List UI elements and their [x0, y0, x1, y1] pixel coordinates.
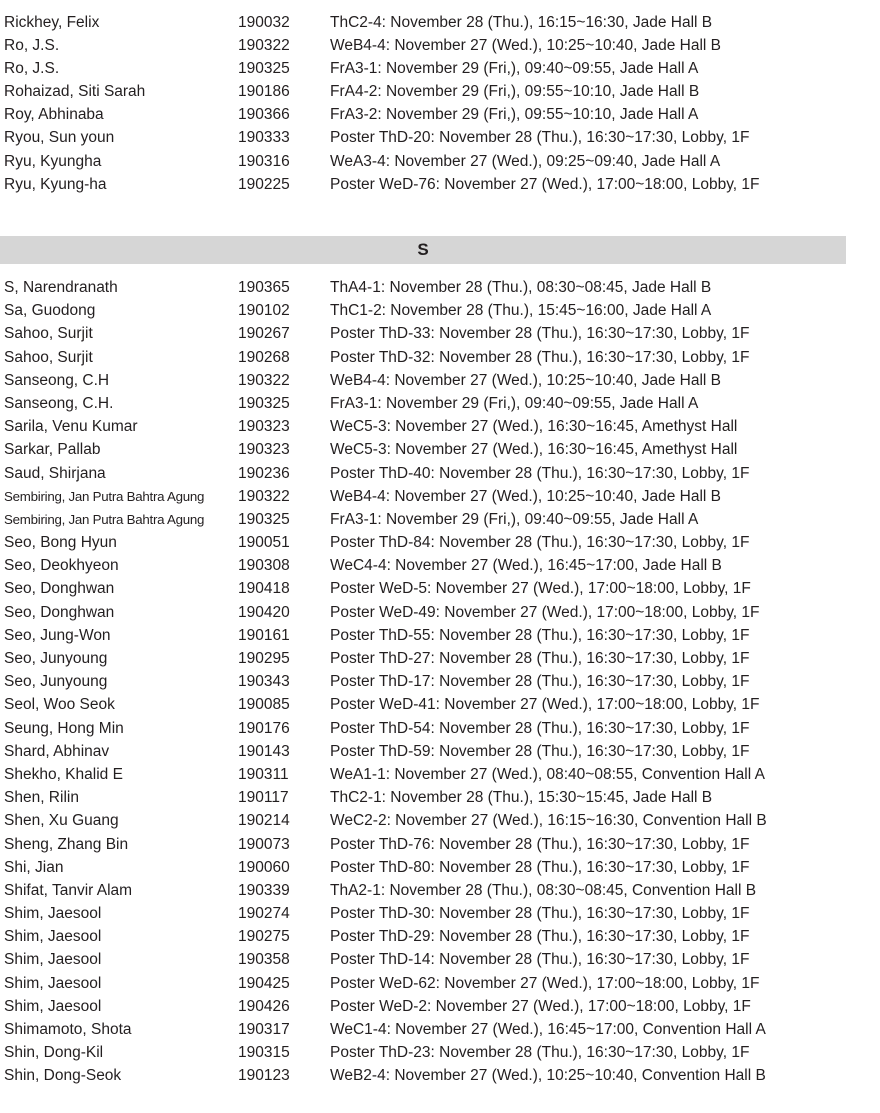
author-name: Seo, Donghwan: [4, 603, 115, 621]
author-name: Rohaizad, Siti Sarah: [4, 83, 146, 101]
author-row: [0, 763, 880, 786]
session-info: Poster ThD-55: November 28 (Thu.), 16:30~17:30, Lobby, 1F: [330, 626, 750, 644]
author-name: Seol, Woo Seok: [4, 696, 115, 714]
session-info: WeB4-4: November 27 (Wed.), 10:25~10:40, Jade Hall B: [330, 487, 722, 505]
author-row: [0, 879, 880, 902]
session-info: Poster ThD-30: November 28 (Thu.), 16:30~17:30, Lobby, 1F: [330, 905, 750, 923]
author-row: [0, 1018, 880, 1041]
paper-id: 190343: [238, 673, 290, 691]
session-info: Poster ThD-40: November 28 (Thu.), 16:30~17:30, Lobby, 1F: [330, 464, 750, 482]
paper-id: 190267: [238, 325, 290, 343]
author-name: Rickhey, Felix: [4, 13, 100, 31]
author-name: S, Narendranath: [4, 279, 118, 296]
author-name: Seo, Jung-Won: [4, 626, 111, 644]
session-info: ThA2-1: November 28 (Thu.), 08:30~08:45, Convention Hall B: [330, 881, 757, 899]
author-row: [0, 925, 880, 948]
author-row: [0, 740, 880, 763]
author-row: [0, 415, 880, 438]
author-name: Saud, Shirjana: [4, 464, 106, 482]
session-info: WeB4-4: November 27 (Wed.), 10:25~10:40, Jade Hall B: [330, 36, 722, 54]
session-info: FrA3-2: November 29 (Fri,), 09:55~10:10, Jade Hall A: [330, 106, 699, 124]
paper-id: 190308: [238, 557, 290, 575]
author-name: Shen, Xu Guang: [4, 812, 119, 830]
paper-id: 190425: [238, 974, 290, 992]
author-row: [0, 995, 880, 1018]
paper-id: 190426: [238, 997, 290, 1015]
author-row: [0, 346, 880, 369]
session-info: WeA3-4: November 27 (Wed.), 09:25~09:40, Jade Hall A: [330, 152, 721, 170]
session-info: WeC5-3: November 27 (Wed.), 16:30~16:45, Amethyst Hall: [330, 441, 738, 459]
section-header-s: [0, 236, 846, 264]
paper-id: 190161: [238, 626, 290, 644]
author-row: [0, 126, 880, 149]
author-name: Seo, Junyoung: [4, 673, 108, 691]
session-info: Poster ThD-20: November 28 (Thu.), 16:30~17:30, Lobby, 1F: [330, 129, 750, 147]
paper-id: 190311: [238, 765, 289, 783]
session-info: Poster WeD-62: November 27 (Wed.), 17:00~18:00, Lobby, 1F: [330, 974, 760, 992]
author-row: [0, 601, 880, 624]
author-row: [0, 809, 880, 832]
session-info: ThC1-2: November 28 (Thu.), 15:45~16:00, Jade Hall A: [330, 302, 712, 320]
session-info: Poster ThD-33: November 28 (Thu.), 16:30~17:30, Lobby, 1F: [330, 325, 750, 343]
paper-id: 190322: [238, 487, 290, 505]
paper-id: 190418: [238, 580, 290, 598]
paper-id: 190325: [238, 394, 290, 412]
session-info: WeC2-2: November 27 (Wed.), 16:15~16:30, Convention Hall B: [330, 812, 767, 830]
paper-id: 190315: [238, 1044, 290, 1062]
author-name: Sarila, Venu Kumar: [4, 418, 138, 436]
author-name: Sembiring, Jan Putra Bahtra Agung: [4, 511, 205, 527]
author-row: [0, 786, 880, 809]
paper-id: 190274: [238, 905, 290, 923]
session-info: ThA4-1: November 28 (Thu.), 08:30~08:45, Jade Hall B: [330, 279, 712, 296]
author-name: Shim, Jaesool: [4, 997, 102, 1015]
author-row: [0, 276, 880, 299]
author-name: Shim, Jaesool: [4, 951, 102, 969]
paper-id: 190176: [238, 719, 290, 737]
paper-id: 190102: [238, 302, 290, 320]
paper-id: 190275: [238, 928, 290, 946]
author-name: Shim, Jaesool: [4, 974, 102, 992]
session-info: FrA4-2: November 29 (Fri,), 09:55~10:10, Jade Hall B: [330, 83, 700, 101]
paper-id: 190358: [238, 951, 290, 969]
session-info: Poster ThD-29: November 28 (Thu.), 16:30~17:30, Lobby, 1F: [330, 928, 750, 946]
author-name: Shard, Abhinav: [4, 742, 110, 760]
session-info: FrA3-1: November 29 (Fri,), 09:40~09:55, Jade Hall A: [330, 59, 699, 77]
author-name: Seo, Deokhyeon: [4, 557, 119, 575]
session-info: Poster WeD-49: November 27 (Wed.), 17:00~18:00, Lobby, 1F: [330, 603, 760, 621]
session-info: Poster ThD-59: November 28 (Thu.), 16:30~17:30, Lobby, 1F: [330, 742, 750, 760]
author-row: [0, 322, 880, 345]
author-row: [0, 902, 880, 925]
paper-id: 190051: [238, 534, 290, 552]
session-info: ThC2-1: November 28 (Thu.), 15:30~15:45, Jade Hall B: [330, 789, 713, 807]
session-info: Poster ThD-27: November 28 (Thu.), 16:30~17:30, Lobby, 1F: [330, 650, 750, 667]
author-row: [0, 670, 880, 693]
paper-id: 190316: [238, 152, 290, 170]
author-name: Sanseong, C.H: [4, 371, 110, 389]
author-name: Roy, Abhinaba: [4, 106, 104, 124]
session-info: Poster ThD-32: November 28 (Thu.), 16:30~17:30, Lobby, 1F: [330, 348, 750, 366]
paper-id: 190214: [238, 812, 290, 830]
author-row: [0, 531, 880, 554]
author-row: [0, 438, 880, 461]
author-row: [0, 80, 880, 103]
paper-id: 190420: [238, 603, 290, 621]
author-row: [0, 485, 880, 508]
author-row: [0, 11, 880, 34]
paper-id: 190323: [238, 441, 290, 459]
author-row: [0, 554, 880, 577]
author-row: [0, 856, 880, 879]
author-name: Shekho, Khalid E: [4, 765, 123, 783]
session-info: FrA3-1: November 29 (Fri,), 09:40~09:55, Jade Hall A: [330, 510, 699, 528]
author-row: [0, 299, 880, 322]
paper-id: 190060: [238, 858, 290, 876]
author-row: [0, 392, 880, 415]
paper-id: 190236: [238, 464, 290, 482]
author-name: Sahoo, Surjit: [4, 325, 93, 343]
author-name: Shim, Jaesool: [4, 928, 102, 946]
session-info: WeB2-4: November 27 (Wed.), 10:25~10:40, Convention Hall B: [330, 1067, 766, 1085]
session-info: WeC4-4: November 27 (Wed.), 16:45~17:00, Jade Hall B: [330, 557, 722, 575]
author-name: Sheng, Zhang Bin: [4, 835, 129, 853]
session-info: FrA3-1: November 29 (Fri,), 09:40~09:55, Jade Hall A: [330, 394, 699, 412]
paper-id: 190225: [238, 175, 290, 193]
author-name: Seo, Donghwan: [4, 580, 115, 598]
session-info: Poster ThD-80: November 28 (Thu.), 16:30~17:30, Lobby, 1F: [330, 858, 750, 876]
author-name: Shifat, Tanvir Alam: [4, 881, 133, 899]
paper-id: 190073: [238, 835, 290, 853]
author-row: [0, 508, 880, 531]
session-info: Poster ThD-76: November 28 (Thu.), 16:30~17:30, Lobby, 1F: [330, 835, 750, 853]
author-name: Shim, Jaesool: [4, 905, 102, 923]
author-name: Sa, Guodong: [4, 302, 96, 320]
section-letter: S: [417, 240, 429, 259]
session-info: Poster ThD-17: November 28 (Thu.), 16:30~17:30, Lobby, 1F: [330, 673, 750, 691]
paper-id: 190143: [238, 742, 290, 760]
author-row: [0, 972, 880, 995]
paper-id: 190123: [238, 1067, 290, 1085]
paper-id: 190268: [238, 348, 290, 366]
paper-id: 190317: [238, 1021, 290, 1038]
author-row: [0, 34, 880, 57]
session-info: Poster WeD-41: November 27 (Wed.), 17:00~18:00, Lobby, 1F: [330, 696, 760, 714]
paper-id: 190365: [238, 279, 290, 296]
paper-id: 190322: [238, 371, 290, 389]
paper-id: 190322: [238, 36, 290, 54]
session-info: WeC5-3: November 27 (Wed.), 16:30~16:45, Amethyst Hall: [330, 418, 738, 436]
author-name: Sembiring, Jan Putra Bahtra Agung: [4, 488, 205, 504]
author-row: [0, 1041, 880, 1064]
session-info: WeA1-1: November 27 (Wed.), 08:40~08:55, Convention Hall A: [330, 765, 765, 783]
author-row: [0, 833, 880, 856]
paper-id: 190366: [238, 106, 290, 124]
author-row: [0, 693, 880, 716]
author-row: [0, 462, 880, 485]
author-name: Ryu, Kyungha: [4, 152, 102, 170]
session-info: Poster ThD-23: November 28 (Thu.), 16:30~17:30, Lobby, 1F: [330, 1044, 750, 1062]
session-info: Poster ThD-14: November 28 (Thu.), 16:30~17:30, Lobby, 1F: [330, 951, 750, 969]
session-info: WeC1-4: November 27 (Wed.), 16:45~17:00, Convention Hall A: [330, 1021, 766, 1038]
session-info: WeB4-4: November 27 (Wed.), 10:25~10:40, Jade Hall B: [330, 371, 722, 389]
author-name: Shen, Rilin: [4, 789, 79, 807]
paper-id: 190339: [238, 881, 290, 899]
session-info: Poster WeD-2: November 27 (Wed.), 17:00~18:00, Lobby, 1F: [330, 997, 751, 1015]
author-name: Ryu, Kyung-ha: [4, 175, 107, 193]
paper-id: 190295: [238, 650, 290, 667]
paper-id: 190085: [238, 696, 290, 714]
paper-id: 190333: [238, 129, 290, 147]
author-row: [0, 624, 880, 647]
author-name: Shimamoto, Shota: [4, 1021, 132, 1038]
author-row: [0, 369, 880, 392]
author-name: Sanseong, C.H.: [4, 394, 114, 412]
author-list-r: [0, 11, 880, 197]
author-row: [0, 103, 880, 126]
paper-id: 190323: [238, 418, 290, 436]
author-name: Seo, Junyoung: [4, 650, 108, 667]
session-info: Poster ThD-54: November 28 (Thu.), 16:30~17:30, Lobby, 1F: [330, 719, 750, 737]
session-info: ThC2-4: November 28 (Thu.), 16:15~16:30, Jade Hall B: [330, 13, 713, 31]
author-name: Ryou, Sun youn: [4, 129, 115, 147]
author-row: [0, 948, 880, 971]
author-name: Shin, Dong-Seok: [4, 1067, 122, 1085]
author-name: Seo, Bong Hyun: [4, 534, 117, 552]
author-name: Sarkar, Pallab: [4, 441, 101, 459]
author-row: [0, 57, 880, 80]
paper-id: 190117: [238, 789, 289, 807]
session-info: Poster ThD-84: November 28 (Thu.), 16:30~17:30, Lobby, 1F: [330, 534, 750, 552]
author-name: Sahoo, Surjit: [4, 348, 93, 366]
author-name: Ro, J.S.: [4, 36, 60, 54]
paper-id: 190325: [238, 59, 290, 77]
paper-id: 190325: [238, 510, 290, 528]
author-name: Ro, J.S.: [4, 59, 60, 77]
author-row: [0, 173, 880, 196]
author-row: [0, 1064, 880, 1087]
author-row: [0, 647, 880, 670]
author-row: [0, 717, 880, 740]
paper-id: 190032: [238, 13, 290, 31]
author-name: Shi, Jian: [4, 858, 64, 876]
session-info: Poster WeD-5: November 27 (Wed.), 17:00~18:00, Lobby, 1F: [330, 580, 751, 598]
author-name: Seung, Hong Min: [4, 719, 124, 737]
author-name: Shin, Dong-Kil: [4, 1044, 104, 1062]
author-row: [0, 150, 880, 173]
author-row: [0, 577, 880, 600]
paper-id: 190186: [238, 83, 290, 101]
author-list-s: [0, 276, 880, 1088]
session-info: Poster WeD-76: November 27 (Wed.), 17:00~18:00, Lobby, 1F: [330, 175, 760, 193]
